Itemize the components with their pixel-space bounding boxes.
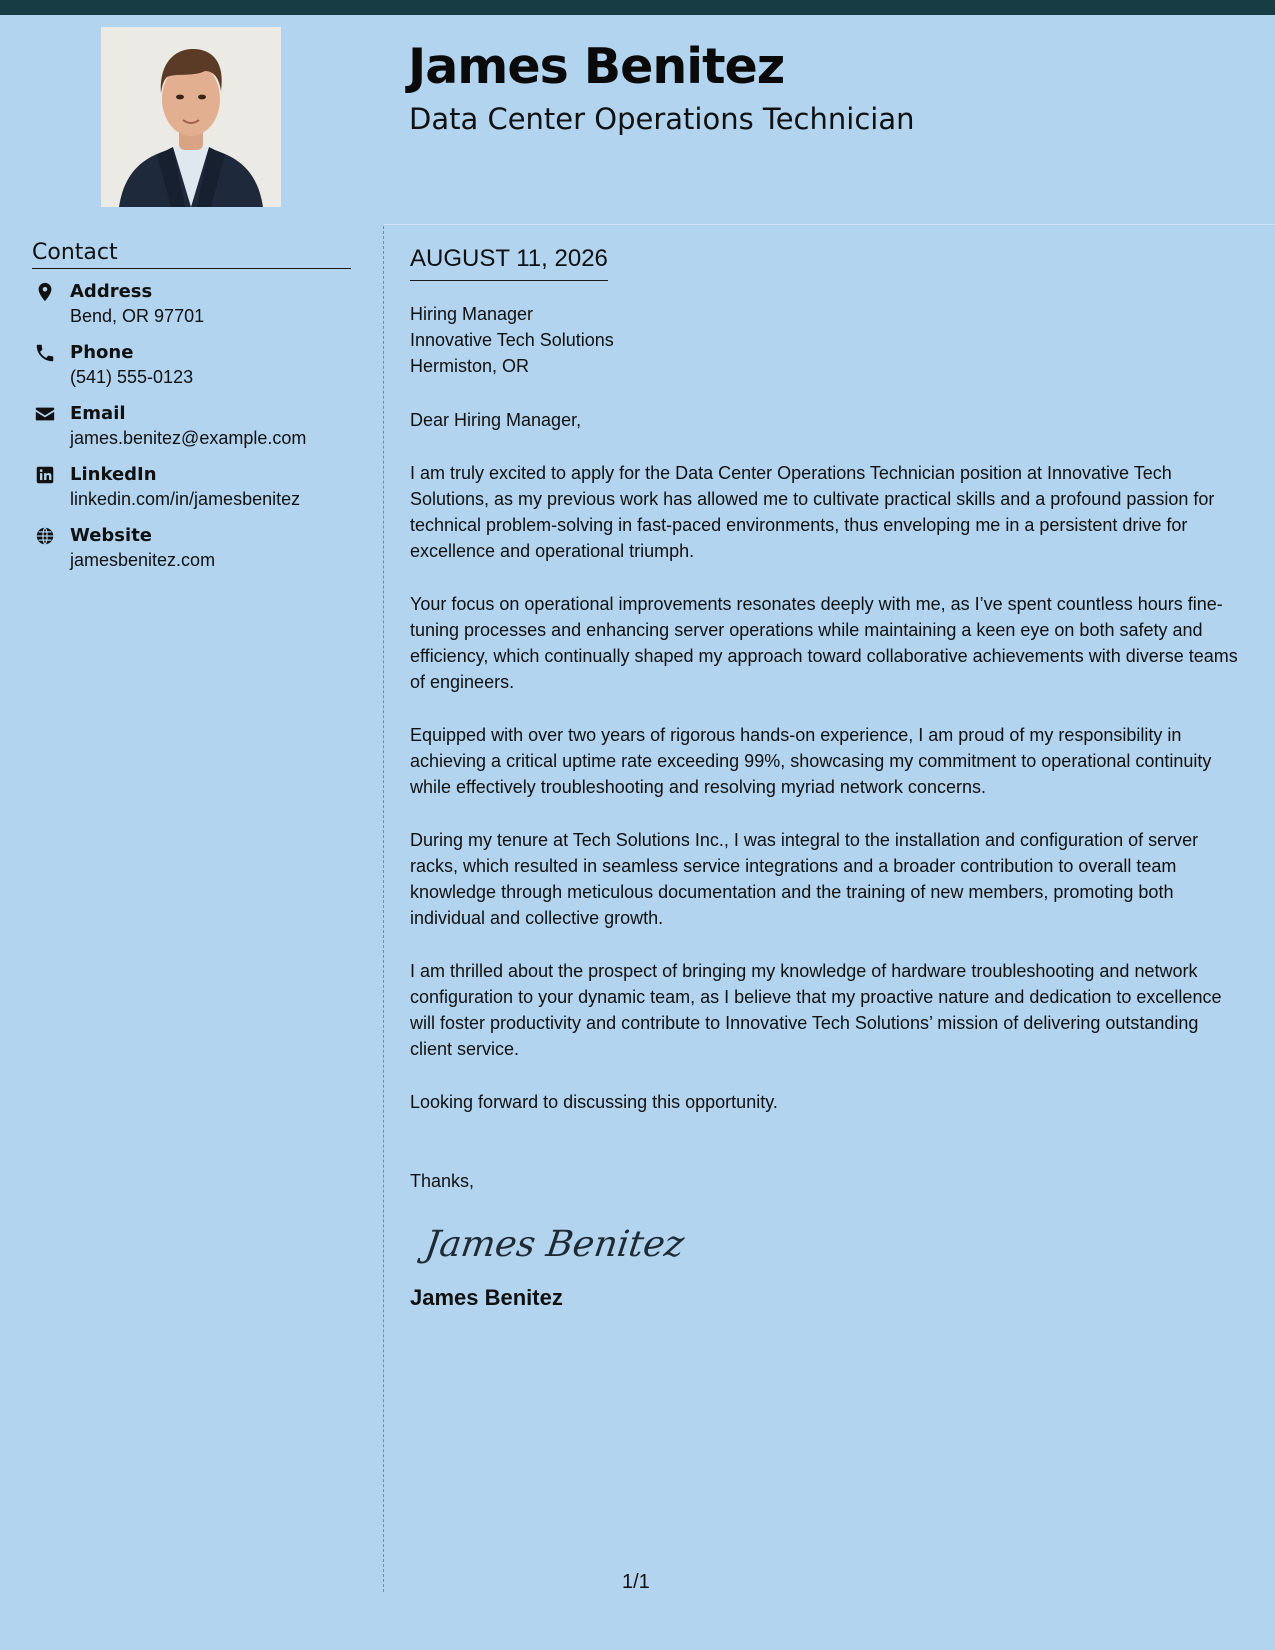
contact-label: Website xyxy=(70,525,153,546)
letter-paragraph: During my tenure at Tech Solutions Inc., I was integral to the installation and configuration of server racks, which resulted in seamless service integrations and a broader contribution to overall team knowledge through meticulous documentation and the training of new members, promoting both individual and collective growth. xyxy=(410,830,1199,928)
contact-address xyxy=(32,279,351,329)
letter-date: AUGUST 11, 2026 xyxy=(410,244,608,281)
contact-phone xyxy=(32,340,351,390)
handwritten-signature xyxy=(422,1212,687,1272)
closing: Thanks, xyxy=(410,1171,475,1191)
phone-icon xyxy=(34,342,56,364)
contact-website xyxy=(32,523,351,573)
header-divider xyxy=(384,224,1275,225)
contact-linkedin xyxy=(32,462,351,512)
contact-heading: Contact xyxy=(32,240,351,269)
letter-body xyxy=(410,244,1245,1312)
location-pin-icon xyxy=(34,281,56,303)
page-number: 1/1 xyxy=(622,1571,650,1593)
signoff-name: James Benitez xyxy=(410,1285,563,1310)
profile-photo-illustration xyxy=(101,27,281,207)
job-title: Data Center Operations Technician xyxy=(409,102,915,136)
letter-paragraph: Equipped with over two years of rigorous hands-on experience, I am proud of my responsibility in achieving a critical uptime rate exceeding 99%, showcasing my commitment to operational continuity while effectively troubleshooting and resolving myriad network concerns. xyxy=(410,725,1212,797)
letter-paragraph: Looking forward to discussing this opportunity. xyxy=(410,1092,778,1112)
letter-paragraph: I am thrilled about the prospect of bringing my knowledge of hardware troubleshooting and network configuration to your dynamic team, as I believe that my proactive nature and dedication to excellence will foster productivity and contribute to Innovative Tech Solutions’ mission of delivering outstanding client service. xyxy=(410,961,1222,1059)
top-accent-bar xyxy=(0,0,1275,15)
profile-photo xyxy=(101,27,281,207)
contact-label: Address xyxy=(70,281,153,302)
salutation: Dear Hiring Manager, xyxy=(410,410,582,430)
email-icon xyxy=(34,403,56,425)
globe-icon xyxy=(34,525,56,547)
recipient-line: Hiring Manager xyxy=(410,304,534,324)
contact-label: Phone xyxy=(70,342,134,363)
column-divider xyxy=(383,226,384,1592)
recipient-line: Innovative Tech Solutions xyxy=(410,330,614,350)
linkedin-icon xyxy=(34,464,56,486)
contact-value[interactable]: linkedin.com/in/jamesbenitez xyxy=(70,489,301,509)
contact-value: (541) 555-0123 xyxy=(70,367,194,387)
contact-label: LinkedIn xyxy=(70,464,157,485)
contact-email xyxy=(32,401,351,451)
contact-value: Bend, OR 97701 xyxy=(70,306,205,326)
recipient-block xyxy=(410,301,1245,379)
applicant-name: James Benitez xyxy=(408,38,785,95)
signature-text: James Benitez xyxy=(422,1222,687,1265)
contact-value[interactable]: jamesbenitez.com xyxy=(70,550,216,570)
letter-paragraph: Your focus on operational improvements resonates deeply with me, as I’ve spent countless hours fine-tuning processes and enhancing server operations while maintaining a keen eye on both safety and efficiency, which continually shaped my approach toward collaborative achievements with diverse teams of engineers. xyxy=(410,594,1238,692)
letter-paragraph: I am truly excited to apply for the Data Center Operations Technician position at Innovative Tech Solutions, as my previous work has allowed me to cultivate practical skills and a profound passion for technical problem-solving in fast-paced environments, thus enveloping me in a persistent drive for excellence and operational triumph. xyxy=(410,463,1215,561)
contact-label: Email xyxy=(70,403,126,424)
contact-sidebar xyxy=(32,240,351,584)
contact-value[interactable]: james.benitez@example.com xyxy=(70,428,307,448)
recipient-line: Hermiston, OR xyxy=(410,356,530,376)
